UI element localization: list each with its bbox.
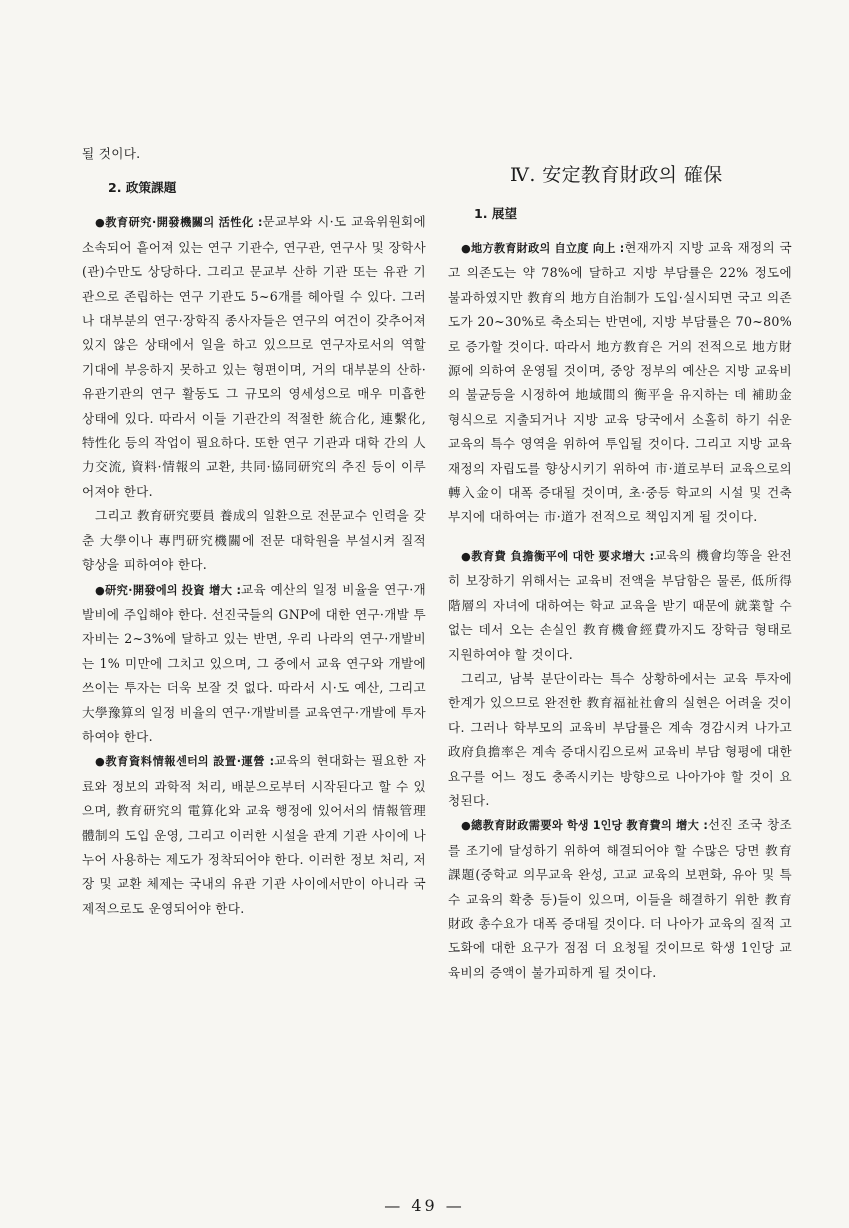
paragraph-text: 문교부와 시·도 교육위원회에 소속되어 흩어져 있는 연구 기관수, 연구관, 연구사 및 장학사(관)수만도 상당하다. 그리고 문교부 산하 기관 또는 유관 기관으로 존립하는 연구 기관도 5~6개를 헤아릴 수 있다. 그러나 대부분의 연구·장학직 종사자들은 연구의 여건이 갖추어져 있지 않은 상태에서 일을 하고 있으므로 연구자로서의 역할 기대에 부응하지 못하고 있는 형편이며, 거의 대부분의 산하·유관기관의 연구 활동도 그 규모의 영세성으로 매우 미흡한 상태에 있다. 따라서 이들 기관간의 적절한 統合化, 連繫化, 特性化 등의 작업이 필요하다. 또한 연구 기관과 대학 간의 人力交流, 資料·情報의 교환, 共同·協同研究의 추진 등이 이루어져야 한다. bbox=[82, 214, 426, 499]
paragraph bbox=[82, 578, 426, 750]
paragraph-text: 교육의 현대화는 필요한 자료와 정보의 과학적 처리, 배분으로부터 시작된다고 할 수 있으며, 教育研究의 電算化와 교육 행정에 있어서의 情報管理體制의 도입 운영, 그리고 이러한 시설을 관계 기관 사이에 나누어 사용하는 제도가 정착되어야 한다. 이러한 정보 처리, 저장 및 교환 체제는 국내의 유관 기관 사이에서만이 아니라 국제적으로도 운영되어야 한다. bbox=[82, 753, 427, 916]
section-title: 2. 政策課題 bbox=[108, 180, 177, 196]
right-column bbox=[448, 142, 792, 985]
left-column bbox=[82, 142, 426, 921]
paragraph-heading: ●總教育財政需要와 학생 1인당 教育費의 增大 : bbox=[461, 819, 708, 833]
paragraph-text: 그리고 教育研究要員 養成의 일환으로 전문교수 인력을 갖춘 大學이나 專門研究機關에 전문 대학원을 부설시켜 질적 향상을 피하여야 한다. bbox=[82, 508, 426, 573]
paragraph bbox=[448, 236, 792, 530]
paragraph bbox=[82, 504, 426, 577]
paragraph bbox=[82, 749, 426, 921]
paragraph-text: 교육의 機會均等을 완전히 보장하기 위해서는 교육비 전액을 부담함은 물론, 低所得階層의 자녀에 대하여는 학교 교육을 받기 때문에 就業할 수 없는 데서 오는 손실인 教育機會經費까지도 장학금 형태로 지원하여야 할 것이다. bbox=[448, 547, 792, 662]
paragraph-text: 교육 예산의 일정 비율을 연구·개발비에 주입해야 한다. 선진국들의 GNP에 대한 연구·개발 투자비는 2~3%에 달하고 있는 반면, 우리 나라의 연구·개발비는 1% 미만에 그치고 있으며, 그 중에서 교육 연구와 개발에 쓰이는 투자는 더욱 보잘 것 없다. 따라서 시·도 예산, 그리고 大學豫算의 일정 비율의 연구·개발비를 교육연구·개발에 투자하여야 한다. bbox=[82, 581, 426, 744]
page-number: — 49 — bbox=[384, 1196, 465, 1215]
paragraph-heading: ●地方教育財政의 自立度 向上 : bbox=[461, 242, 625, 255]
continuation-text: 될 것이다. bbox=[82, 146, 141, 161]
paragraph-text: 선진 조국 창조를 조기에 달성하기 위하여 해결되어야 할 수많은 당면 教育課題(중학교 의무교육 완성, 고교 교육의 보편화, 유아 및 특수 교육의 확충 등)들이 있으며, 이들을 해결하기 위한 教育財政 총수요가 대폭 증대될 것이다. 더 나아가 교육의 질적 고도화에 대한 요구가 점점 더 요청될 것이므로 학생 1인당 교육비의 증액이 불가피하게 될 것이다. bbox=[448, 817, 792, 980]
paragraph-heading: ●教育資料情報센터의 設置·運營 : bbox=[95, 755, 275, 769]
paragraph bbox=[448, 813, 792, 985]
paragraph-heading: ●教育費 負擔衡平에 대한 要求增大 : bbox=[461, 549, 655, 563]
chapter-title: Ⅳ. 安定教育財政의 確保 bbox=[510, 164, 723, 186]
paragraph bbox=[448, 667, 792, 813]
paragraph-text: 현재까지 지방 교육 재정의 국고 의존도는 약 78%에 달하고 지방 부담률은 22% 정도에 불과하였지만 教育의 地方自治制가 도입·실시되면 국고 의존도가 20~30%로 축소되는 반면에, 지방 부담률은 70~80%로 증가할 것이다. 따라서 地方教育은 거의 전적으로 地方財源에 의하여 운영될 것이며, 중앙 정부의 예산은 지방 교육비의 불균등을 시정하여 地域間의 衡平을 유지하는 데 補助金 형식으로 지출되거나 지방 교육 당국에서 소홀히 하기 쉬운 교육의 특수 영역을 위하여 투입될 것이다. 그리고 지방 교육 재정의 자립도를 향상시키기 위하여 市·道로부터 교육으로의 轉入金이 대폭 증대될 것이며, 초·중등 학교의 시설 및 건축 부지에 대하여는 市·道가 전적으로 책임지게 될 것이다. bbox=[448, 240, 792, 525]
paragraph bbox=[82, 210, 426, 504]
paragraph-heading: ●研究·開發에의 投資 增大 : bbox=[95, 583, 241, 597]
paragraph bbox=[448, 544, 792, 667]
paragraph-heading: ●教育研究·開發機關의 活性化 : bbox=[95, 216, 263, 230]
paragraph-text: 그리고, 남북 분단이라는 특수 상황하에서는 교육 투자에 한계가 있으므로 완전한 教育福祉社會의 실현은 어려울 것이다. 그러나 학부모의 교육비 부담률은 계속 경감시켜 나가고 政府負擔率은 계속 증대시킴으로써 교육비 부담 형평에 대한 요구를 어느 정도 충족시키는 방향으로 나아가야 할 것이 요청된다. bbox=[448, 670, 792, 808]
section-title: 1. 展望 bbox=[474, 206, 518, 221]
